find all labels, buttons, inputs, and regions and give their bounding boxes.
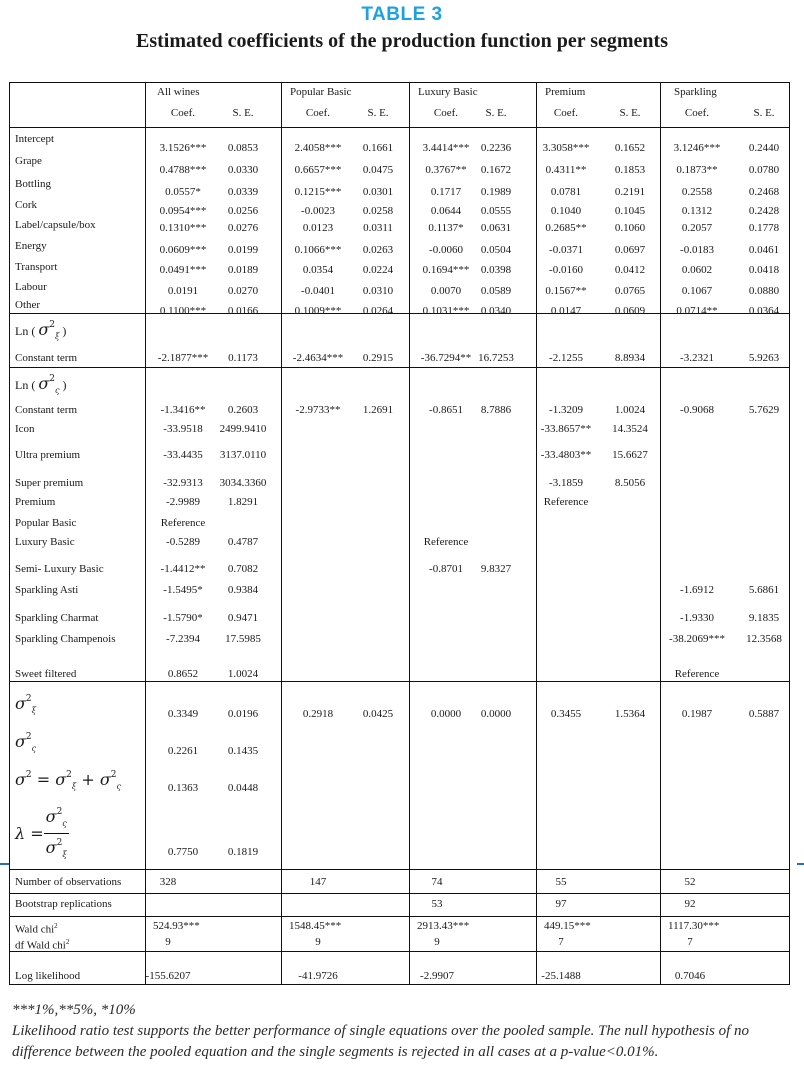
coef-value: 0.0000 (430, 708, 462, 720)
coef-value: 0.1009*** (294, 305, 342, 317)
se-value: 0.0256 (227, 205, 259, 217)
row-label: Super premium (15, 477, 84, 489)
coef-value: 0.1066*** (294, 244, 342, 256)
stat-value: 524.93*** (153, 920, 200, 932)
segment-header: Sparkling (674, 86, 717, 98)
row-label: Sparkling Charmat (15, 612, 99, 624)
row-rule (9, 127, 790, 128)
se-value: 0.0258 (362, 205, 394, 217)
coef-value: 0.0954*** (159, 205, 207, 217)
se-value: 0.0609 (614, 305, 646, 317)
stat-value: -2.9907 (420, 970, 454, 982)
coef-value: 0.2057 (681, 222, 713, 234)
coef-value: Reference (423, 536, 469, 548)
se-value: 0.0697 (614, 244, 646, 256)
row-label: Log likelihood (15, 970, 81, 982)
sigma-xi-squared-label: $\sigma^2_\xi$ (15, 694, 37, 715)
coef-value: 0.1040 (550, 205, 582, 217)
se-value: 3034.3360 (219, 477, 267, 489)
coef-value: 0.2558 (681, 186, 713, 198)
stat-value: 2913.43*** (417, 920, 470, 932)
se-header: S. E. (619, 107, 641, 119)
coef-value: 0.7750 (167, 846, 199, 858)
se-value: 0.0448 (227, 782, 259, 794)
se-value: 0.1435 (227, 745, 259, 757)
coef-value: 0.1987 (681, 708, 713, 720)
se-value: 0.0166 (227, 305, 259, 317)
coef-value: 0.1363 (167, 782, 199, 794)
se-value: 0.0270 (227, 285, 259, 297)
segment-header: Premium (545, 86, 586, 98)
significance-note: ***1%,**5%, *10% (12, 1002, 136, 1018)
se-value: 14.3524 (612, 423, 648, 435)
se-value: 8.8934 (614, 352, 646, 364)
se-value: 0.0853 (227, 142, 259, 154)
coef-value: -0.8651 (429, 404, 463, 416)
se-value: 0.0196 (227, 708, 259, 720)
row-label: Number of observations (15, 876, 122, 888)
se-value: 0.2236 (480, 142, 512, 154)
coef-value: 0.0609*** (159, 244, 207, 256)
stat-value: 74 (431, 876, 443, 888)
row-label: Wald chi$^2$ (15, 922, 58, 936)
coef-value: 0.1567** (545, 285, 587, 297)
stat-value: 147 (309, 876, 327, 888)
row-label: Sparkling Champenois (15, 633, 116, 645)
se-value: 0.0199 (227, 244, 259, 256)
stat-value: -25.1488 (541, 970, 581, 982)
se-value: 8.5056 (614, 477, 646, 489)
coef-value: Reference (674, 668, 720, 680)
se-header: S. E. (485, 107, 507, 119)
coef-value: -1.4412** (160, 563, 206, 575)
coef-value: 3.1526*** (159, 142, 207, 154)
coef-value: 0.0123 (302, 222, 334, 234)
coef-value: -33.8657** (540, 423, 592, 435)
stat-value: 55 (555, 876, 567, 888)
se-value: 1.8291 (227, 496, 259, 508)
row-label: Popular Basic (15, 517, 77, 529)
sigma-symbol: $\sigma^2_\xi$ (38, 320, 60, 341)
sigma-symbol: $\sigma^2_\varsigma$ (38, 374, 60, 395)
coef-value: 0.0491*** (159, 264, 207, 276)
stat-value: 92 (684, 898, 696, 910)
coef-value: 0.8652 (167, 668, 199, 680)
stat-value: 9 (315, 936, 321, 948)
se-value: 1.2691 (362, 404, 394, 416)
coef-value: -1.5790* (163, 612, 203, 624)
coef-value: 0.4311** (545, 164, 587, 176)
coef-value: 0.1215*** (294, 186, 342, 198)
stat-value: 53 (431, 898, 443, 910)
row-label: Semi- Luxury Basic (15, 563, 104, 575)
coef-value: Reference (160, 517, 206, 529)
se-value: 0.0589 (480, 285, 512, 297)
row-rule (9, 869, 790, 870)
se-value: 0.1652 (614, 142, 646, 154)
stat-value: 1548.45*** (289, 920, 342, 932)
coef-value: -0.0401 (301, 285, 335, 297)
coef-value: 0.1873** (676, 164, 718, 176)
ln-sigma-heading: Ln ( $\sigma^2_\xi$ ) (15, 320, 67, 341)
se-value: 0.0301 (362, 186, 394, 198)
coef-value: 0.1312 (681, 205, 713, 217)
se-value: 0.0780 (748, 164, 780, 176)
coef-header: Coef. (553, 107, 579, 119)
coef-value: 0.0714** (676, 305, 718, 317)
coef-value: 0.1031*** (422, 305, 470, 317)
coef-value: 3.4414*** (422, 142, 470, 154)
se-value: 0.1778 (748, 222, 780, 234)
coef-value: 0.0557* (165, 186, 201, 198)
se-value: 0.9384 (227, 584, 259, 596)
se-header: S. E. (232, 107, 254, 119)
se-value: 0.0224 (362, 264, 394, 276)
se-value: 0.0330 (227, 164, 259, 176)
se-value: 0.1989 (480, 186, 512, 198)
margin-mark (797, 863, 804, 865)
row-label: Label/capsule/box (15, 219, 96, 231)
row-label: Grape (15, 155, 42, 167)
coef-value: 0.3455 (550, 708, 582, 720)
row-label: Bottling (15, 178, 52, 190)
coef-header: Coef. (433, 107, 459, 119)
column-rule (281, 82, 282, 985)
stat-value: 0.7046 (674, 970, 706, 982)
row-label: df Wald chi$^2$ (15, 938, 70, 952)
se-value: 0.2603 (227, 404, 259, 416)
ln-sigma-heading: Ln ( $\sigma^2_\varsigma$ ) (15, 374, 67, 395)
coef-value: 0.0354 (302, 264, 334, 276)
margin-mark (0, 863, 9, 865)
stat-value: 7 (558, 936, 564, 948)
se-value: 0.1853 (614, 164, 646, 176)
se-value: 0.4787 (227, 536, 259, 548)
se-value: 0.1173 (228, 352, 258, 364)
row-rule (9, 681, 790, 682)
se-value: 0.0555 (480, 205, 512, 217)
se-value: 0.0475 (362, 164, 394, 176)
coef-value: -3.1859 (549, 477, 583, 489)
se-value: 0.1060 (614, 222, 646, 234)
segment-header: All wines (157, 86, 200, 98)
row-label: Premium (15, 496, 56, 508)
row-label: Luxury Basic (15, 536, 75, 548)
coef-header: Coef. (305, 107, 331, 119)
coef-value: -1.9330 (680, 612, 714, 624)
se-value: 0.2428 (748, 205, 780, 217)
se-value: 0.0340 (480, 305, 512, 317)
row-label: Cork (15, 199, 37, 211)
table-title: Estimated coefficients of the production function per segments (136, 30, 668, 52)
row-rule (9, 951, 790, 952)
se-value: 2499.9410 (219, 423, 267, 435)
coef-value: 0.4788*** (159, 164, 207, 176)
table-border (9, 82, 790, 985)
coef-value: -2.9733** (295, 404, 341, 416)
se-value: 0.0339 (227, 186, 259, 198)
coef-value: -0.8701 (429, 563, 463, 575)
coef-value: 0.1310*** (159, 222, 207, 234)
stat-value: 7 (687, 936, 693, 948)
coef-value: -0.0371 (549, 244, 583, 256)
coef-value: 0.2261 (167, 745, 199, 757)
coef-value: 0.1137* (428, 222, 464, 234)
coef-value: -2.9989 (166, 496, 200, 508)
row-label: Sweet filtered (15, 668, 77, 680)
se-value: 0.0425 (362, 708, 394, 720)
row-label: Bootstrap replications (15, 898, 112, 910)
coef-value: 0.0070 (430, 285, 462, 297)
row-label: Ultra premium (15, 449, 81, 461)
coef-value: 0.0191 (167, 285, 199, 297)
constant-term-label: Constant term (15, 404, 78, 416)
coef-value: -0.9068 (680, 404, 714, 416)
ln-label: Ln ( (15, 378, 39, 392)
se-value: 0.0276 (227, 222, 259, 234)
coef-value: 3.1246*** (673, 142, 721, 154)
se-value: 0.0310 (362, 285, 394, 297)
se-value: 0.0418 (748, 264, 780, 276)
se-value: 17.5985 (225, 633, 261, 645)
stat-value: 449.15*** (544, 920, 591, 932)
lambda-label: λ = $\frac{\sigma^2_\varsigma}{\sigma^2_\xi}$ (15, 803, 69, 864)
se-value: 0.0412 (614, 264, 646, 276)
row-rule (9, 367, 790, 368)
segment-header: Luxury Basic (418, 86, 478, 98)
coef-header: Coef. (684, 107, 710, 119)
coef-value: -33.4803** (540, 449, 592, 461)
coef-value: 0.1100*** (159, 305, 207, 317)
coef-value: 3.3058*** (542, 142, 590, 154)
se-value: 0.9471 (227, 612, 259, 624)
coef-value: -0.0183 (680, 244, 714, 256)
se-value: 0.1819 (227, 846, 259, 858)
table-notes (12, 1000, 802, 1063)
coef-value: -33.4435 (163, 449, 203, 461)
coef-value: 0.2685** (545, 222, 587, 234)
coef-value: -1.5495* (163, 584, 203, 596)
coef-value: -0.0160 (549, 264, 583, 276)
se-value: 0.0364 (748, 305, 780, 317)
se-value: 9.1835 (748, 612, 780, 624)
se-value: 0.2191 (614, 186, 646, 198)
row-rule (9, 313, 790, 314)
coef-value: -33.9518 (163, 423, 203, 435)
stat-value: 9 (165, 936, 171, 948)
row-label: Icon (15, 423, 35, 435)
coef-value: 0.0602 (681, 264, 713, 276)
column-rule (660, 82, 661, 985)
se-value: 0.0264 (362, 305, 394, 317)
row-rule (9, 893, 790, 894)
segment-header: Popular Basic (290, 86, 352, 98)
stat-value: 1117.30*** (668, 920, 720, 932)
se-header: S. E. (753, 107, 775, 119)
row-label: Other (15, 299, 41, 311)
stat-value: 97 (555, 898, 567, 910)
se-value: 0.2915 (362, 352, 394, 364)
coef-value: -2.1877*** (157, 352, 209, 364)
coef-header: Coef. (170, 107, 196, 119)
se-value: 12.3568 (746, 633, 782, 645)
se-value: 1.0024 (227, 668, 259, 680)
coef-value: Reference (543, 496, 589, 508)
column-rule (145, 82, 146, 985)
row-label: Intercept (15, 133, 55, 145)
se-value: 0.0504 (480, 244, 512, 256)
se-value: 0.1045 (614, 205, 646, 217)
se-value: 0.0263 (362, 244, 394, 256)
row-label: Sparkling Asti (15, 584, 79, 596)
table-label: TABLE 3 (361, 4, 443, 25)
se-value: 5.6861 (748, 584, 780, 596)
coef-value: 0.3767** (425, 164, 467, 176)
se-value: 0.0880 (748, 285, 780, 297)
se-value: 0.0000 (480, 708, 512, 720)
se-value: 8.7886 (480, 404, 512, 416)
stat-value: 9 (434, 936, 440, 948)
se-value: 0.5887 (748, 708, 780, 720)
se-value: 0.1661 (362, 142, 394, 154)
se-value: 0.2440 (748, 142, 780, 154)
se-value: 15.6627 (612, 449, 648, 461)
coef-value: 2.4058*** (294, 142, 342, 154)
coef-value: -1.3209 (549, 404, 583, 416)
stat-value: 52 (684, 876, 696, 888)
se-value: 0.7082 (227, 563, 259, 575)
stat-value: -41.9726 (298, 970, 338, 982)
coef-value: -0.0023 (301, 205, 335, 217)
se-value: 5.7629 (748, 404, 780, 416)
se-value: 0.2468 (748, 186, 780, 198)
constant-term-label: Constant term (15, 352, 78, 364)
coef-value: -1.3416** (160, 404, 206, 416)
coef-value: -38.2069*** (669, 633, 725, 645)
coef-value: 0.0147 (550, 305, 582, 317)
lr-test-note: Likelihood ratio test supports the better performance of single equations over the pooled sample. The null hypothesis of no difference between the pooled equation and the single segments is rejected in all cases at a p-value<0.01%. (12, 1023, 750, 1060)
coef-value: 0.1717 (430, 186, 462, 198)
se-value: 16.7253 (478, 352, 514, 364)
coef-value: -2.1255 (549, 352, 583, 364)
se-value: 0.0398 (480, 264, 512, 276)
se-value: 1.5364 (614, 708, 646, 720)
coef-value: -1.6912 (680, 584, 714, 596)
se-value: 3137.0110 (219, 449, 267, 461)
sigma-zeta-squared-label: $\sigma^2_\varsigma$ (15, 732, 37, 753)
row-label: Labour (15, 281, 47, 293)
coef-value: 0.0781 (550, 186, 582, 198)
coef-value: -2.4634*** (292, 352, 344, 364)
se-header: S. E. (367, 107, 389, 119)
se-value: 1.0024 (614, 404, 646, 416)
se-value: 5.9263 (748, 352, 780, 364)
row-rule (9, 916, 790, 917)
coef-value: 0.1067 (681, 285, 713, 297)
coef-value: -0.5289 (166, 536, 200, 548)
se-value: 9.8327 (480, 563, 512, 575)
column-rule (409, 82, 410, 985)
coef-value: -32.9313 (163, 477, 203, 489)
row-label: Energy (15, 240, 47, 252)
stat-value: 328 (159, 876, 177, 888)
se-value: 0.0631 (480, 222, 512, 234)
row-label: Transport (15, 261, 58, 273)
coef-value: -0.0060 (429, 244, 463, 256)
se-value: 0.0311 (363, 222, 393, 234)
coef-value: 0.1694*** (422, 264, 470, 276)
coef-value: 0.6657*** (294, 164, 342, 176)
se-value: 0.0765 (614, 285, 646, 297)
ln-label: Ln ( (15, 324, 39, 338)
coef-value: 0.2918 (302, 708, 334, 720)
coef-value: 0.0644 (430, 205, 462, 217)
se-value: 0.0189 (227, 264, 259, 276)
stat-value: -155.6207 (145, 970, 191, 982)
se-value: 0.0461 (748, 244, 780, 256)
coefficients-table (9, 82, 790, 985)
se-value: 0.1672 (480, 164, 512, 176)
coef-value: -36.7294** (420, 352, 472, 364)
column-rule (536, 82, 537, 985)
coef-value: 0.3349 (167, 708, 199, 720)
sigma-squared-label: $\sigma^2 = \sigma^2_\xi + \sigma^2_\varsigma$ (15, 770, 122, 791)
coef-value: -7.2394 (166, 633, 200, 645)
coef-value: -3.2321 (680, 352, 714, 364)
